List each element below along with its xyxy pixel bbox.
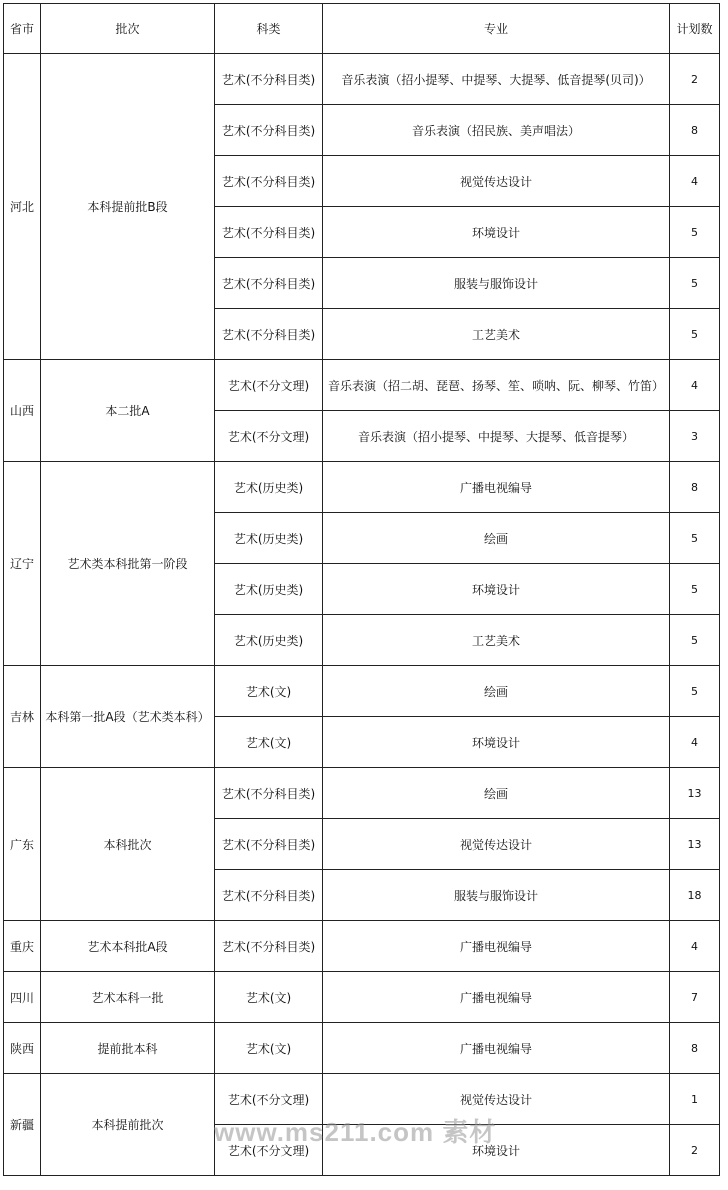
header-category: 科类 — [215, 4, 323, 54]
province-cell: 辽宁 — [4, 462, 41, 666]
plan-count-cell: 18 — [670, 870, 720, 921]
plan-count-cell: 8 — [670, 462, 720, 513]
table-row — [4, 54, 720, 105]
plan-count-cell: 5 — [670, 309, 720, 360]
table-row — [4, 1074, 720, 1125]
category-cell: 艺术(不分科目类) — [215, 105, 323, 156]
province-cell: 吉林 — [4, 666, 41, 768]
category-cell: 艺术(文) — [215, 666, 323, 717]
major-cell: 音乐表演（招小提琴、中提琴、大提琴、低音提琴(贝司)） — [323, 54, 670, 105]
enrollment-plan-table — [3, 3, 720, 1176]
category-cell: 艺术(不分科目类) — [215, 207, 323, 258]
major-cell: 工艺美术 — [323, 309, 670, 360]
major-cell: 环境设计 — [323, 1125, 670, 1176]
category-cell: 艺术(不分文理) — [215, 360, 323, 411]
category-cell: 艺术(不分科目类) — [215, 819, 323, 870]
category-cell: 艺术(不分文理) — [215, 1074, 323, 1125]
major-cell: 服装与服饰设计 — [323, 870, 670, 921]
table-row — [4, 921, 720, 972]
category-cell: 艺术(历史类) — [215, 513, 323, 564]
category-cell: 艺术(不分科目类) — [215, 870, 323, 921]
major-cell: 视觉传达设计 — [323, 819, 670, 870]
major-cell: 环境设计 — [323, 207, 670, 258]
category-cell: 艺术(不分文理) — [215, 411, 323, 462]
major-cell: 环境设计 — [323, 564, 670, 615]
major-cell: 环境设计 — [323, 717, 670, 768]
province-cell: 重庆 — [4, 921, 41, 972]
batch-cell: 艺术本科一批 — [41, 972, 215, 1023]
category-cell: 艺术(不分文理) — [215, 1125, 323, 1176]
header-plan-count: 计划数 — [670, 4, 720, 54]
province-cell: 四川 — [4, 972, 41, 1023]
major-cell: 视觉传达设计 — [323, 156, 670, 207]
major-cell: 服装与服饰设计 — [323, 258, 670, 309]
plan-count-cell: 8 — [670, 1023, 720, 1074]
plan-count-cell: 4 — [670, 156, 720, 207]
plan-count-cell: 5 — [670, 615, 720, 666]
major-cell: 广播电视编导 — [323, 972, 670, 1023]
plan-count-cell: 5 — [670, 564, 720, 615]
category-cell: 艺术(不分科目类) — [215, 921, 323, 972]
plan-count-cell: 4 — [670, 921, 720, 972]
plan-count-cell: 3 — [670, 411, 720, 462]
table-row — [4, 1023, 720, 1074]
header-province: 省市 — [4, 4, 41, 54]
table-row — [4, 666, 720, 717]
plan-count-cell: 1 — [670, 1074, 720, 1125]
major-cell: 绘画 — [323, 513, 670, 564]
plan-count-cell: 4 — [670, 717, 720, 768]
batch-cell: 提前批本科 — [41, 1023, 215, 1074]
batch-cell: 本科第一批A段（艺术类本科） — [41, 666, 215, 768]
category-cell: 艺术(文) — [215, 972, 323, 1023]
watermark-text: www.ms211.com 素材 — [214, 1117, 497, 1147]
major-cell: 绘画 — [323, 768, 670, 819]
batch-cell: 本二批A — [41, 360, 215, 462]
province-cell: 河北 — [4, 54, 41, 360]
plan-count-cell: 5 — [670, 207, 720, 258]
plan-count-cell: 8 — [670, 105, 720, 156]
province-cell: 陕西 — [4, 1023, 41, 1074]
plan-count-cell: 5 — [670, 513, 720, 564]
category-cell: 艺术(历史类) — [215, 564, 323, 615]
category-cell: 艺术(不分科目类) — [215, 54, 323, 105]
category-cell: 艺术(历史类) — [215, 462, 323, 513]
header-major: 专业 — [323, 4, 670, 54]
category-cell: 艺术(不分科目类) — [215, 258, 323, 309]
province-cell: 新疆 — [4, 1074, 41, 1176]
major-cell: 广播电视编导 — [323, 462, 670, 513]
category-cell: 艺术(不分科目类) — [215, 768, 323, 819]
table-body — [4, 54, 720, 1176]
plan-count-cell: 2 — [670, 54, 720, 105]
plan-count-cell: 5 — [670, 258, 720, 309]
major-cell: 广播电视编导 — [323, 1023, 670, 1074]
table-row — [4, 462, 720, 513]
batch-cell: 本科批次 — [41, 768, 215, 921]
table-header-row — [4, 4, 720, 54]
major-cell: 音乐表演（招二胡、琵琶、扬琴、笙、唢呐、阮、柳琴、竹笛） — [323, 360, 670, 411]
table-row — [4, 768, 720, 819]
plan-count-cell: 5 — [670, 666, 720, 717]
plan-count-cell: 7 — [670, 972, 720, 1023]
batch-cell: 本科提前批次 — [41, 1074, 215, 1176]
plan-count-cell: 13 — [670, 819, 720, 870]
province-cell: 山西 — [4, 360, 41, 462]
table-row — [4, 360, 720, 411]
major-cell: 工艺美术 — [323, 615, 670, 666]
batch-cell: 艺术类本科批第一阶段 — [41, 462, 215, 666]
batch-cell: 艺术本科批A段 — [41, 921, 215, 972]
major-cell: 音乐表演（招小提琴、中提琴、大提琴、低音提琴） — [323, 411, 670, 462]
category-cell: 艺术(文) — [215, 1023, 323, 1074]
batch-cell: 本科提前批B段 — [41, 54, 215, 360]
category-cell: 艺术(不分科目类) — [215, 309, 323, 360]
major-cell: 音乐表演（招民族、美声唱法） — [323, 105, 670, 156]
major-cell: 广播电视编导 — [323, 921, 670, 972]
major-cell: 绘画 — [323, 666, 670, 717]
plan-count-cell: 4 — [670, 360, 720, 411]
province-cell: 广东 — [4, 768, 41, 921]
header-batch: 批次 — [41, 4, 215, 54]
category-cell: 艺术(文) — [215, 717, 323, 768]
plan-count-cell: 2 — [670, 1125, 720, 1176]
table-row — [4, 972, 720, 1023]
major-cell: 视觉传达设计 — [323, 1074, 670, 1125]
category-cell: 艺术(历史类) — [215, 615, 323, 666]
category-cell: 艺术(不分科目类) — [215, 156, 323, 207]
plan-count-cell: 13 — [670, 768, 720, 819]
